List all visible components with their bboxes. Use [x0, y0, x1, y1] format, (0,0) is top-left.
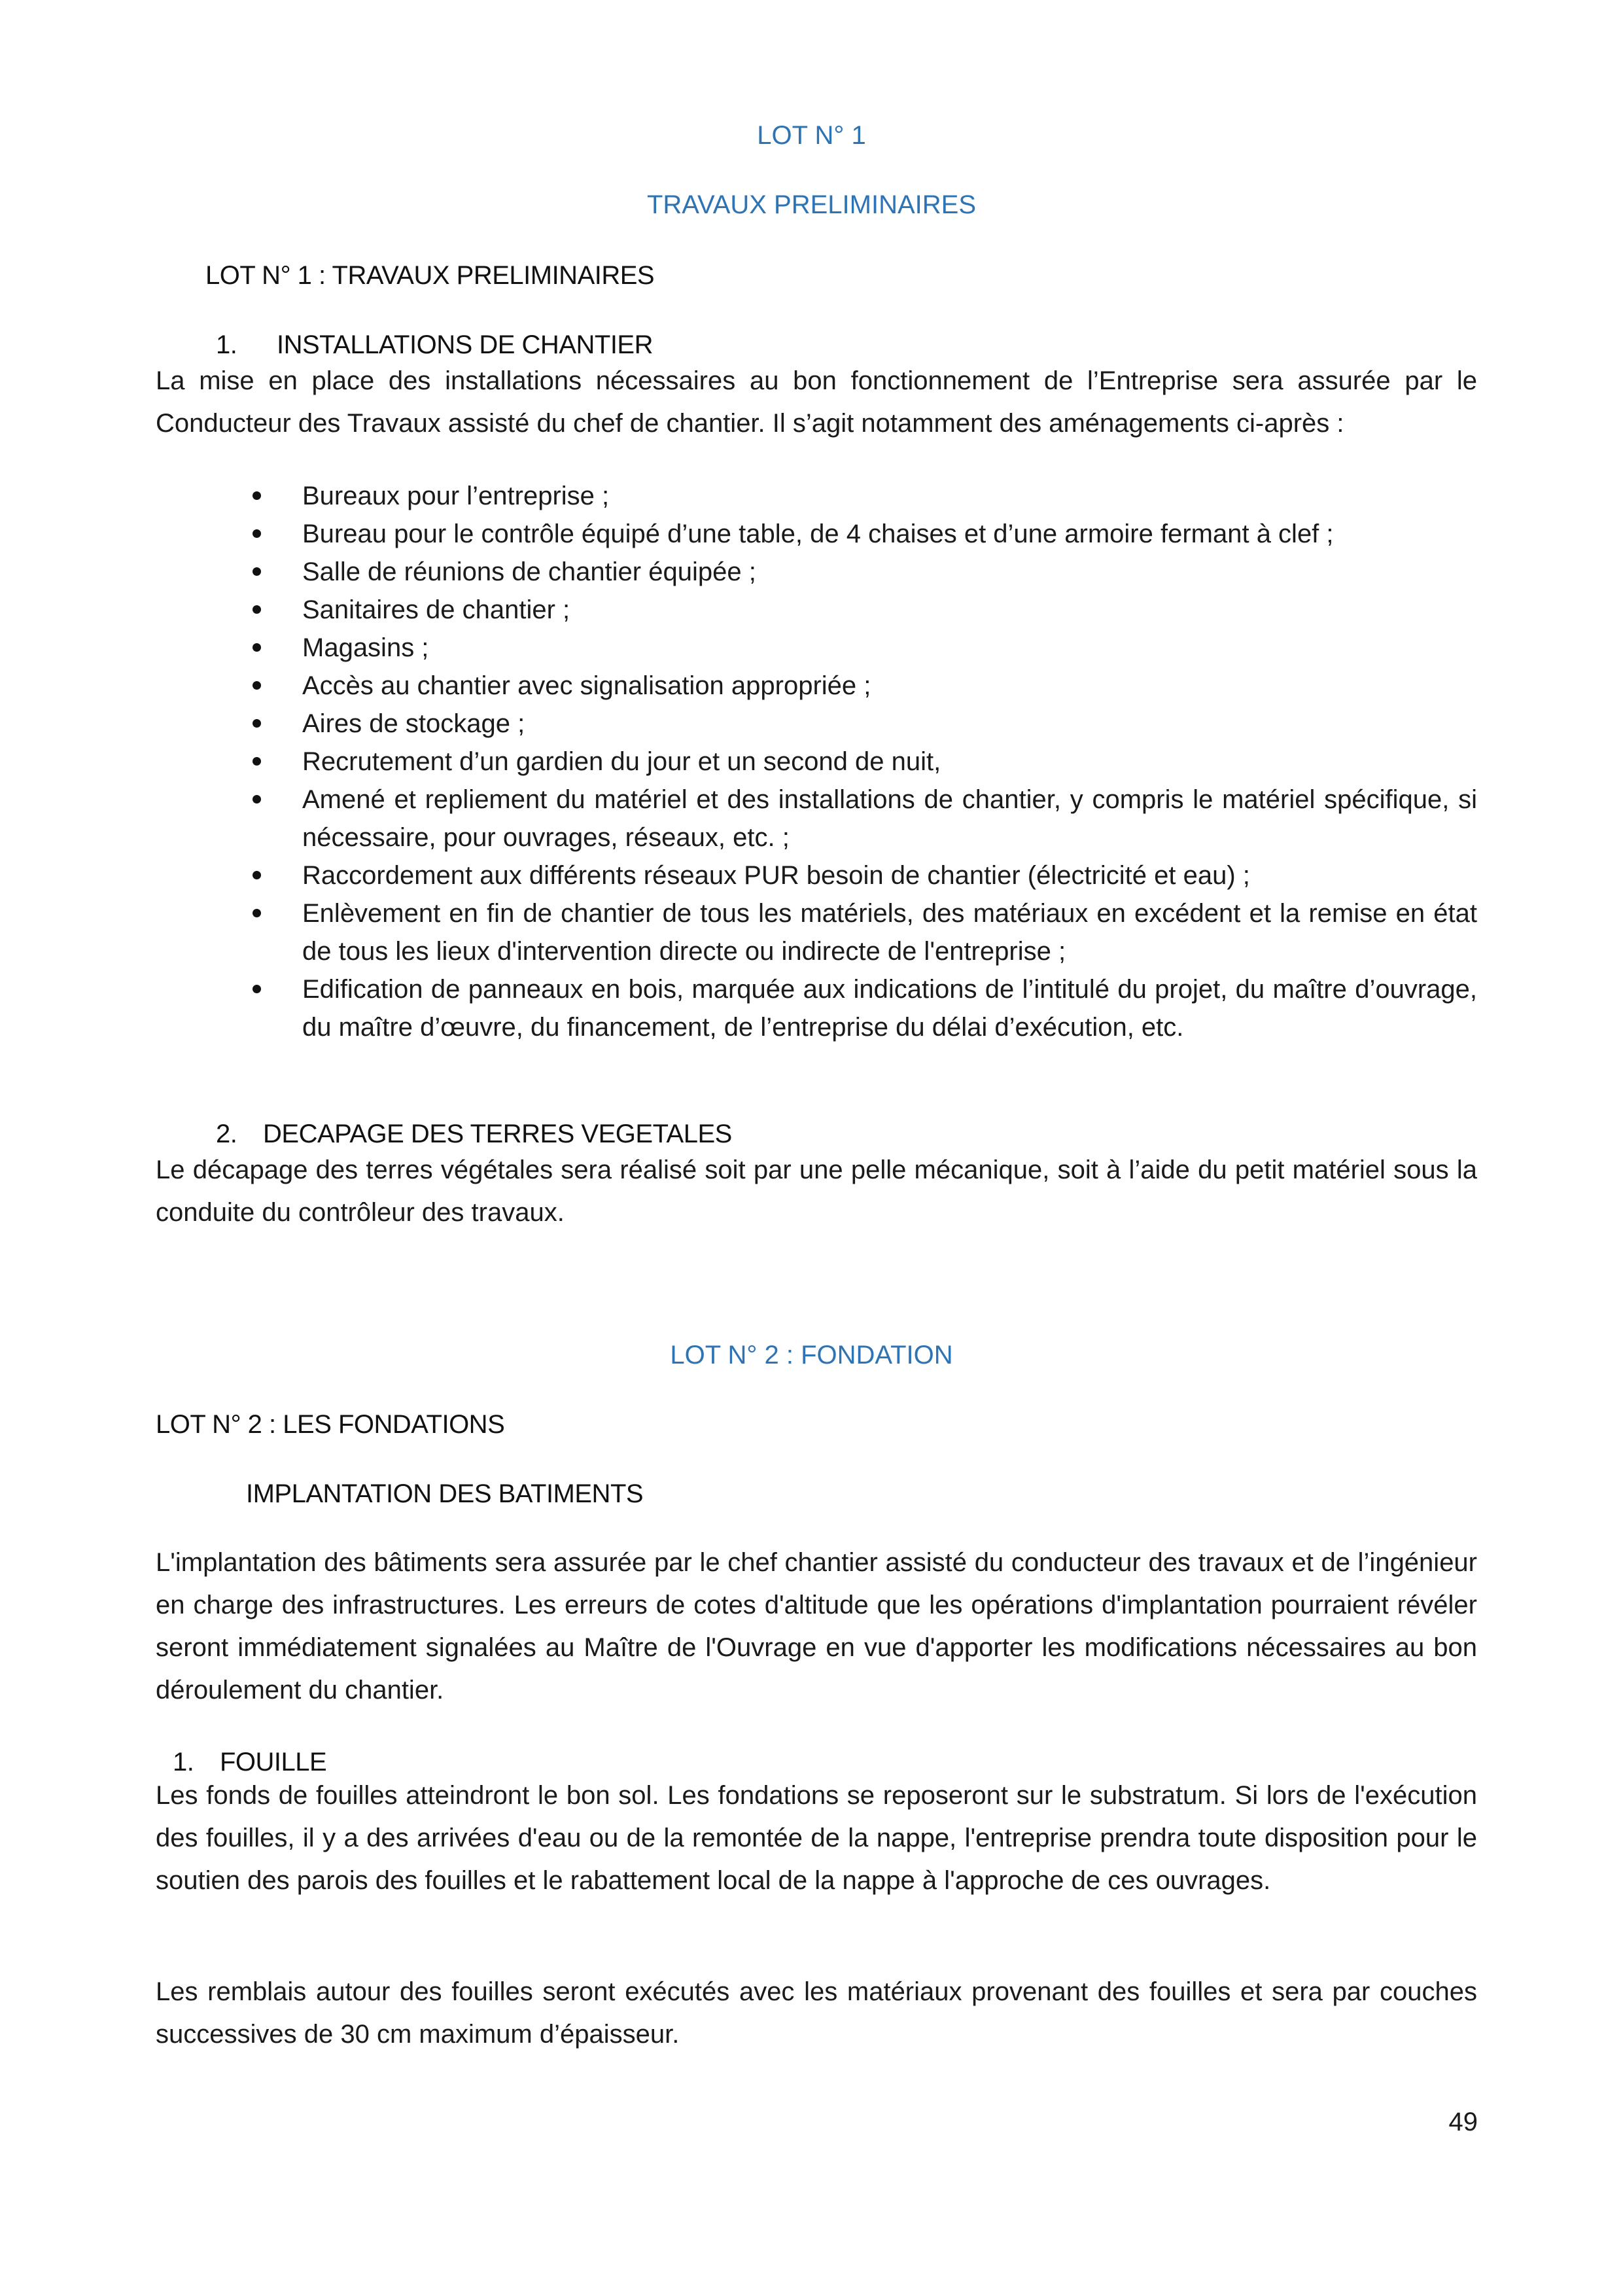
bullet-icon	[253, 529, 261, 538]
section-decapage-heading	[216, 1118, 732, 1150]
list-item: Aires de stockage ;	[247, 705, 1477, 743]
list-item: Sanitaires de chantier ;	[247, 591, 1477, 629]
bullet-icon	[253, 643, 261, 652]
bullet-icon	[253, 757, 261, 766]
bullet-icon	[253, 491, 261, 500]
list-item: Raccordement aux différents réseaux PUR besoin de chantier (électricité et eau) ;	[247, 857, 1477, 894]
lot1-title: LOT N° 1	[757, 121, 866, 150]
section-fouille-heading	[173, 1746, 326, 1778]
lot1-heading: LOT N° 1 : TRAVAUX PRELIMINAIRES	[205, 261, 655, 290]
list-item: Bureau pour le contrôle équipé d’une table, de 4 chaises et d’une armoire fermant à clef ;	[247, 515, 1477, 553]
installations-list	[247, 477, 1477, 1046]
section-number: 1.	[173, 1748, 194, 1776]
list-item: Salle de réunions de chantier équipée ;	[247, 553, 1477, 591]
bullet-icon	[253, 871, 261, 879]
section-title: FOUILLE	[220, 1748, 327, 1776]
section-installations-heading	[216, 328, 653, 361]
list-item: Accès au chantier avec signalisation appropriée ;	[247, 667, 1477, 705]
bullet-icon	[253, 681, 261, 690]
page-number: 49	[1448, 2108, 1478, 2136]
bullet-icon	[253, 605, 261, 614]
list-item: Enlèvement en fin de chantier de tous les matériels, des matériaux en excédent et la remise en état de tous les lieux d'intervention directe ou indirecte de l'entreprise ;	[247, 894, 1477, 970]
implantation-text: L'implantation des bâtiments sera assurée par le chef chantier assisté du conducteur des travaux et de l’ingénieur en charge des infrastructures. Les erreurs de cotes d'altitude que les opérations d'implantation pourraient révéler seront immédiatement signalées au Maître de l'Ouvrage en vue d'apporter les modifications nécessaires au bon déroulement du chantier.	[156, 1548, 1477, 1704]
lot2-heading: LOT N° 2 : LES FONDATIONS	[156, 1410, 505, 1439]
fouille-text-2: Les remblais autour des fouilles seront exécutés avec les matériaux provenant des fouilles et sera par couches successives de 30 cm maximum d’épaisseur.	[156, 1977, 1477, 2049]
bullet-icon	[253, 719, 261, 728]
section-number: 2.	[216, 1120, 237, 1148]
section-title: DECAPAGE DES TERRES VEGETALES	[263, 1120, 732, 1148]
section-title: INSTALLATIONS DE CHANTIER	[277, 330, 653, 359]
list-item: Magasins ;	[247, 629, 1477, 667]
list-item: Bureaux pour l’entreprise ;	[247, 477, 1477, 515]
implantation-heading: IMPLANTATION DES BATIMENTS	[246, 1479, 644, 1508]
bullet-icon	[253, 567, 261, 576]
lot1-subtitle: TRAVAUX PRELIMINAIRES	[646, 190, 977, 219]
decapage-text: Le décapage des terres végétales sera réalisé soit par une pelle mécanique, soit à l’aide du petit matériel sous la conduite du contrôleur des travaux.	[156, 1156, 1477, 1227]
lot2-title: LOT N° 2 : FONDATION	[670, 1341, 953, 1369]
installations-intro: La mise en place des installations nécessaires au bon fonctionnement de l’Entreprise sera assurée par le Conducteur des Travaux assisté du chef de chantier. Il s’agit notamment des aménagements ci-après :	[156, 366, 1477, 438]
list-item: Edification de panneaux en bois, marquée aux indications de l’intitulé du projet, du maître d’ouvrage, du maître d’œuvre, du financement, de l’entreprise du délai d’exécution, etc.	[247, 970, 1477, 1046]
section-number: 1.	[216, 330, 237, 359]
bullet-icon	[253, 795, 261, 804]
bullet-icon	[253, 985, 261, 993]
list-item: Amené et repliement du matériel et des installations de chantier, y compris le matériel spécifique, si nécessaire, pour ouvrages, réseaux, etc. ;	[247, 781, 1477, 857]
list-item: Recrutement d’un gardien du jour et un second de nuit,	[247, 743, 1477, 781]
fouille-text-1: Les fonds de fouilles atteindront le bon sol. Les fondations se reposeront sur le substratum. Si lors de l'exécution des fouilles, il y a des arrivées d'eau ou de la remontée de la nappe, l'entreprise prendra toute disposition pour le soutien des parois des fouilles et le rabattement local de la nappe à l'approche de ces ouvrages.	[156, 1781, 1477, 1895]
bullet-icon	[253, 909, 261, 917]
